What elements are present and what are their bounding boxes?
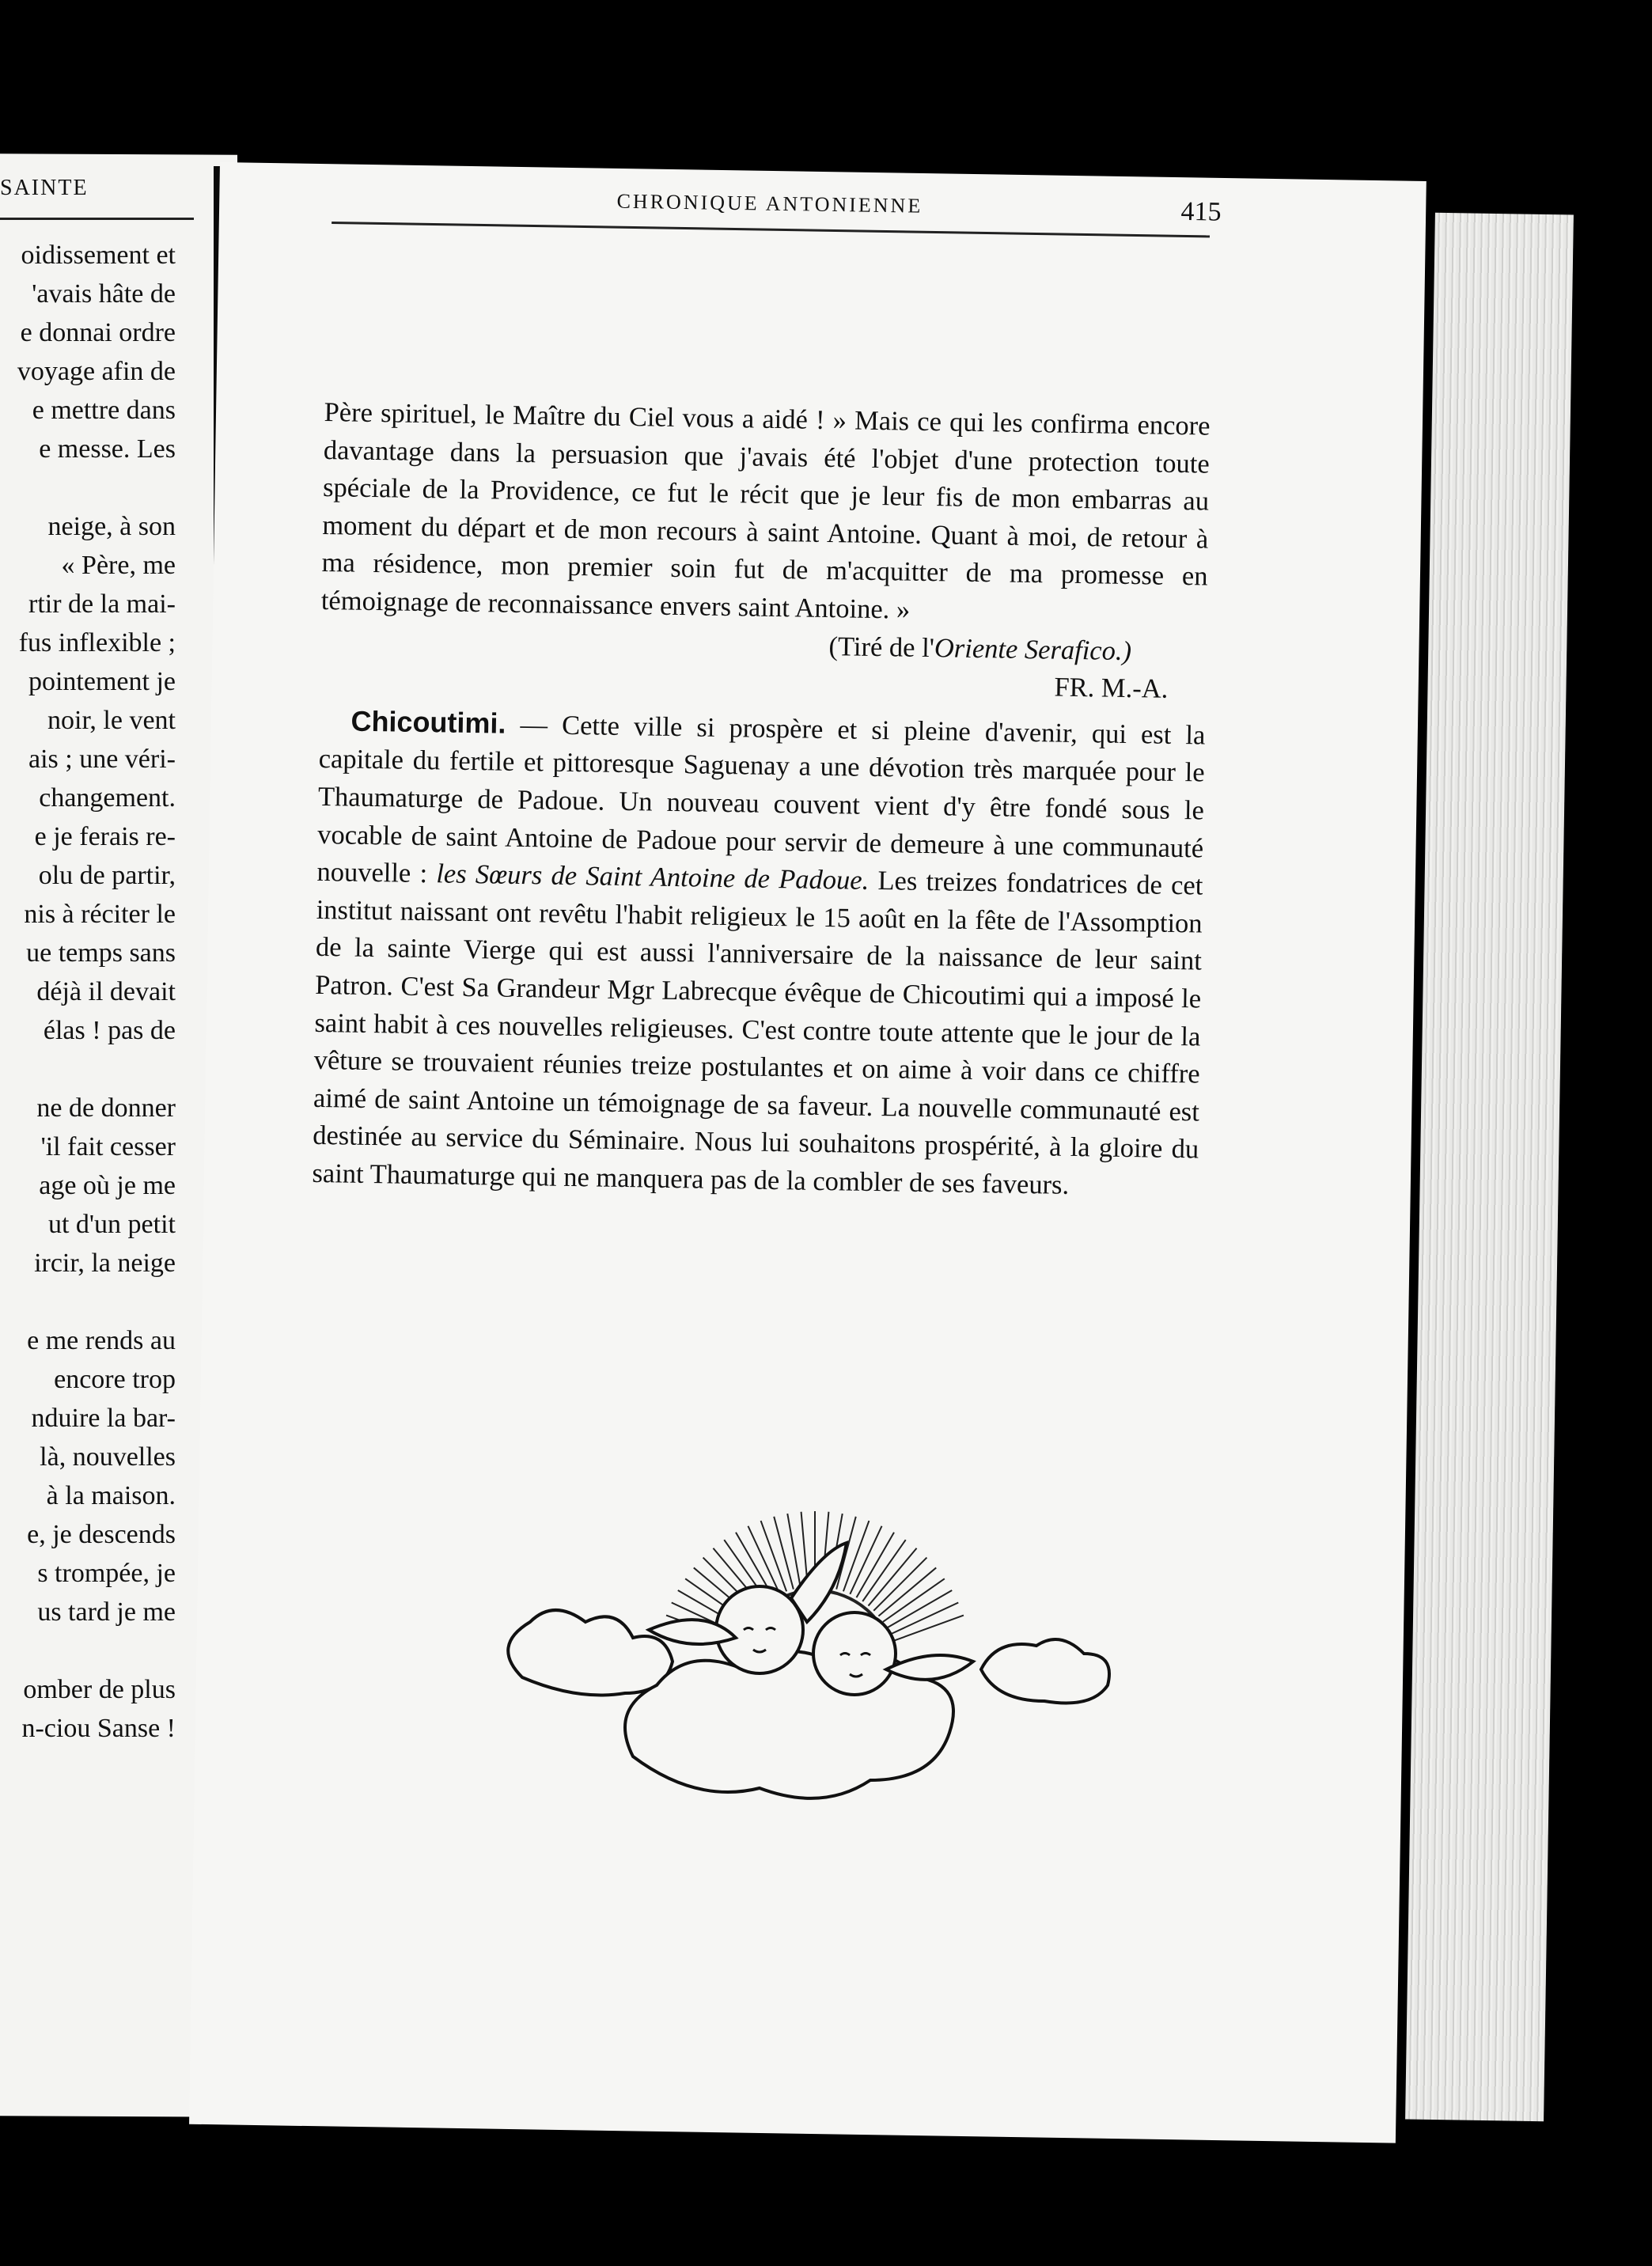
page-number: 415 <box>1180 196 1222 227</box>
sunburst-ray <box>873 1558 926 1611</box>
left-line: ue temps sans <box>26 938 176 968</box>
left-line: ais ; une véri- <box>28 745 176 774</box>
cherubs-ornament-icon <box>475 1472 1155 1883</box>
left-line: noir, le vent <box>47 706 176 735</box>
left-line <box>0 1050 176 1089</box>
left-line: fus inflexible ; <box>18 628 176 657</box>
left-line: e mettre dans <box>32 396 176 425</box>
left-line: ircir, la neige <box>34 1249 176 1278</box>
left-line: rtir de la mai- <box>28 589 176 619</box>
left-line: n-ciou Sanse ! <box>21 1714 176 1743</box>
left-line <box>0 468 176 507</box>
left-line: omber de plus <box>23 1675 176 1704</box>
section-text-2: Les treizes fondatrices de cet institut naissant ont revêtu l'habit religieux le 15 août en la fête de l'Assomption de la sainte Vierge qui est aussi l'anniversaire de la naissance de leur saint Patron. C'est Sa Grandeur Mgr Labrecque évêque de Chicoutimi qui a imposé le saint habit à ces nouvelles religieuses. C'est contre toute attente que le jour de la vêture se trouvaient réunies treize postulantes et on aime à voir dans ce chiffre aimé de saint Antoine un témoignage de sa faveur. La nouvelle communauté est destinée au service du Séminaire. Nous lui souhaitons prospérité, à la gloire du saint Thaumaturge qui ne manquera pas de la combler de ses faveurs. <box>312 866 1203 1200</box>
left-line: s trompée, je <box>37 1559 176 1588</box>
left-line: nis à réciter le <box>24 900 176 929</box>
left-line: pointement je <box>28 667 176 696</box>
left-running-head: SAINTE <box>0 176 89 200</box>
left-line: age où je me <box>39 1171 176 1200</box>
left-line: élas ! pas de <box>43 1016 176 1045</box>
main-text <box>312 394 1211 1207</box>
chicoutimi-paragraph <box>312 702 1206 1207</box>
left-line: là, nouvelles <box>40 1442 176 1472</box>
left-line: e messe. Les <box>39 434 176 464</box>
left-line: e donnai ordre <box>20 318 176 347</box>
left-line: 'avais hâte de <box>32 279 176 309</box>
left-page-text <box>0 236 176 1748</box>
left-line: e je ferais re- <box>34 822 176 851</box>
section-text-1: — Cette ville si prospère et si pleine d'avenir, qui est la capitale du fertile et pittoresque Saguenay a une dévotion très marquée pour le Thaumaturge de Padoue. Un nouveau couvent vient d'y être fondé sous le vocable de saint Antoine de Padoue pour servir de demeure à une communauté nouvelle : <box>316 709 1206 889</box>
left-header-rule <box>0 218 194 220</box>
section-italic: les Sœurs de Saint Antoine de Padoue. <box>436 858 870 896</box>
left-line: olu de partir, <box>38 861 176 890</box>
sunburst-ray <box>868 1548 916 1606</box>
left-line: voyage afin de <box>17 357 176 386</box>
signature: FR. M.-A. <box>1054 672 1169 704</box>
left-line: changement. <box>39 783 176 813</box>
sunburst-ray <box>878 1567 936 1616</box>
left-line: « Père, me <box>61 551 176 580</box>
citation-source: Oriente Serafico.) <box>934 632 1132 666</box>
left-line: oidissement et <box>21 241 176 270</box>
left-line: déjà il devait <box>36 977 176 1006</box>
left-line: e, je descends <box>27 1520 176 1549</box>
left-line: neige, à son <box>47 512 176 541</box>
left-line: ut d'un petit <box>47 1210 176 1239</box>
citation-prefix: (Tiré de l' <box>828 631 935 663</box>
left-line: à la maison. <box>46 1481 176 1510</box>
left-line <box>0 1283 176 1321</box>
left-line: ne de donner <box>36 1093 176 1123</box>
left-line <box>0 1631 176 1670</box>
continuation-paragraph: Père spirituel, le Maître du Ciel vous a aidé ! » Mais ce qui les confirma encore davantage dans la persuasion que j'avais été l'objet d'une protection toute spéciale de la Providence, ce fut le récit que je leur fis de mon embarras au moment du départ et de mon recours à saint Antoine. Quant à moi, de retour à ma résidence, mon premier soin fut de m'acquitter de ma promesse en témoignage de reconnaissance envers saint Antoine. » <box>320 396 1211 625</box>
running-head-title: CHRONIQUE ANTONIENNE <box>616 189 923 218</box>
page-edges <box>1405 213 1574 2121</box>
left-line: 'il fait cesser <box>40 1132 176 1161</box>
left-line: e me rends au <box>27 1326 176 1355</box>
left-line: us tard je me <box>37 1597 176 1627</box>
section-heading: Chicoutimi. <box>350 704 506 740</box>
left-line: nduire la bar- <box>31 1404 176 1433</box>
left-line: encore trop <box>54 1365 176 1394</box>
